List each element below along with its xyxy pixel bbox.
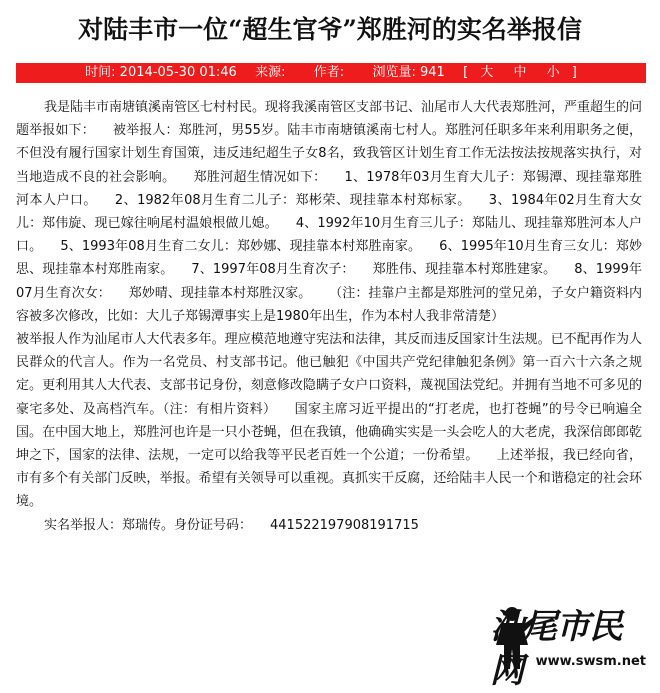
intro-text: 我是陆丰市南塘镇溪南管区七村村民。现将我溪南管区支部书记、汕尾市人大代表郑胜河，严重超生的问题举报如下：	[16, 100, 643, 139]
source-label: 来源:	[255, 65, 286, 80]
views-count: 941	[419, 65, 445, 80]
article-paragraph	[16, 514, 642, 537]
reporter-text: 实名举报人：郑瑞传。身份证号码：	[44, 517, 253, 533]
watermark-text: 汕尾市民网	[490, 607, 622, 691]
font-size-medium-link[interactable]: 中	[513, 65, 527, 80]
watermark-url: www.swsm.net	[535, 654, 646, 669]
child-item-detail: 郑胜伟、现挂靠本村郑胜建家。	[372, 262, 557, 278]
article-paragraph	[16, 328, 642, 514]
font-size-large-link[interactable]: 大	[480, 65, 494, 80]
child-item: 4、1992年10月生育三儿子：郑陆儿、现挂靠郑胜河本人户口。	[16, 216, 642, 255]
time-value: 2014-05-30 01:46	[119, 65, 237, 80]
child-item: 3、1984年02月生育大女儿：郑伟旋、现已嫁往响尾村温娘根做儿媳。	[16, 192, 642, 232]
child-item: 5、1993年08月生育二女儿：郑妙娜、现挂靠本村郑胜南家。	[60, 239, 422, 255]
font-size-bracket-open: [	[463, 65, 469, 80]
child-item: 1、1978年03月生育大儿子：郑锡潭、现挂靠郑胜河本人户口。	[16, 169, 642, 208]
author-label: 作者:	[313, 65, 345, 80]
child-item: 2、1982年08月生育二儿子：郑彬荣、现挂靠本村郑标家。	[114, 192, 471, 208]
representative-text: 被举报人作为汕尾市人大代表多年。理应模范地遵守宪法和法律，其反而违反国家计生法规。已不配再作为人民群众的代言人。作为一名党员、村支部书记。他已触犯《中国共产党纪律触犯条例》第一百六十六条之规定。更利用其人大代表、支部书记身份，刻意修改隐瞒子女户口资料，蔑视国法党纪。并拥有当地不可多见的豪宅多处、及高档汽车。（注：有相片资料）	[16, 332, 642, 417]
child-item-detail: 郑妙晴、现挂靠本村郑胜汉家。	[128, 285, 312, 301]
note-text: （注：挂靠户主都是郑胜河的堂兄弟，子女户籍资料内容被多次修改，比如：大儿子郑锡潭事实上是1980年出生，作为本村人我非常清楚）	[16, 285, 642, 324]
site-watermark	[490, 605, 652, 691]
views-label: 浏览量:	[372, 65, 416, 80]
article-title: 对陆丰市一位“超生官爷”郑胜河的实名举报信	[78, 15, 582, 44]
situation-heading: 郑胜河超生情况如下：	[193, 169, 327, 185]
xi-quote-text: 国家主席习近平提出的“打老虎，也打苍蝇”的号令已响遍全国。在中国大地上，郑胜河也许是一只小苍蝇，但在我镇，他确确实实是一头会吃人的大老虎，我深信郎郎乾坤之下，国家的法律、法规，一定可以给我等平民老百姓一个公道；一份希望。	[16, 401, 642, 464]
font-size-small-link[interactable]: 小	[546, 65, 560, 80]
article-body	[16, 96, 642, 537]
child-item: 7、1997年08月生育次子：	[191, 262, 355, 278]
id-number: 441522197908191715	[270, 517, 419, 533]
child-item: 6、1995年10月生育三女儿：郑妙思、现挂靠本村郑胜南家。	[16, 239, 642, 278]
accused-text: 被举报人：郑胜河，男55岁。陆丰市南塘镇溪南七村人。郑胜河任职多年来利用职务之便，不但没有履行国家计划生育国策，违反违纪超生子女8名，致我管区计划生育工作无法按法按规落实执行，对当地造成不良的社会影响。	[16, 123, 642, 185]
reported-text: 上述举报，我已经向省，市有多个有关部门反映，举报。希望有关领导可以重视。真抓实干反腐，还给陆丰人民一个和谐稳定的社会环境。	[16, 448, 642, 510]
time-label: 时间:	[85, 65, 116, 80]
child-item: 8、1999年07月生育次女：	[16, 262, 642, 301]
article-meta-bar	[16, 63, 646, 83]
article-paragraph	[16, 96, 642, 328]
font-size-bracket-close: ]	[571, 65, 577, 80]
